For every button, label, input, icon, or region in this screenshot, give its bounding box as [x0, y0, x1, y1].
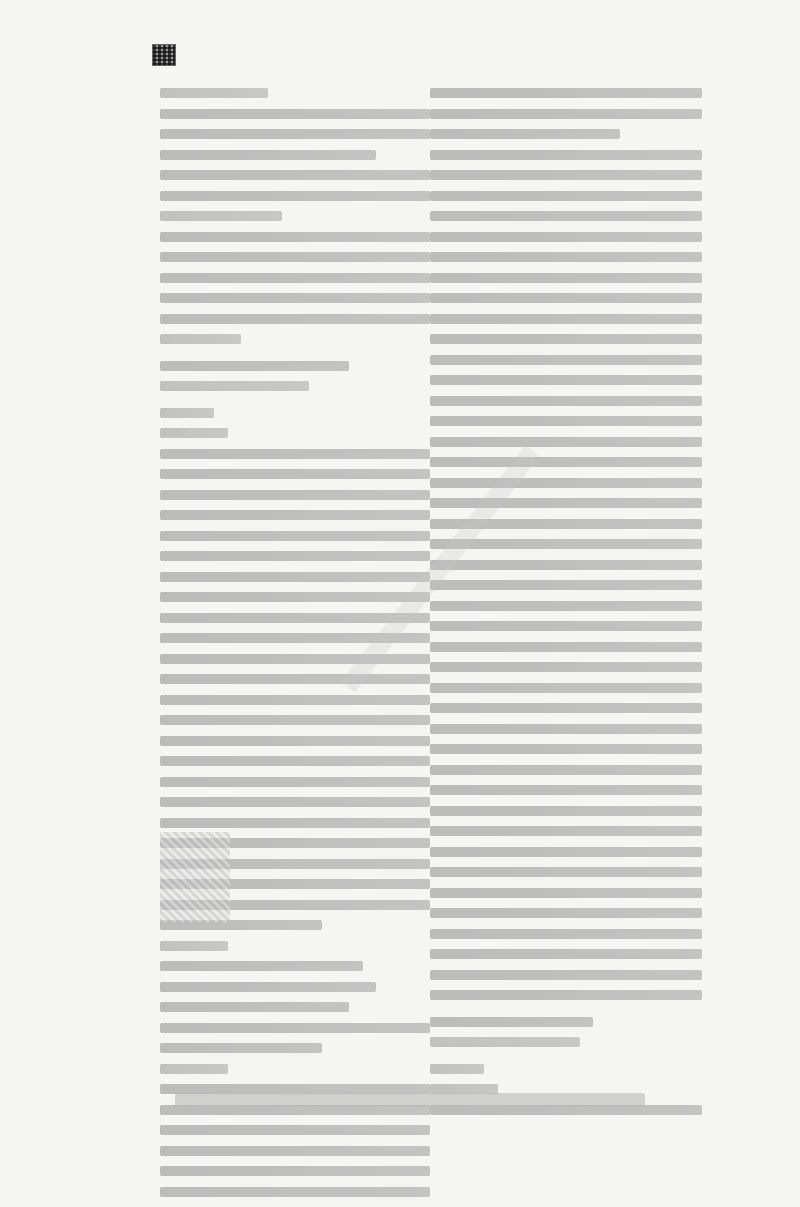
- text-line: [160, 211, 282, 221]
- text-line: [160, 1023, 430, 1033]
- page-footer: [175, 1093, 645, 1107]
- text-line: [160, 695, 430, 705]
- text-line: [430, 601, 702, 611]
- text-line: [160, 818, 430, 828]
- text-line: [430, 785, 702, 795]
- text-line: [160, 469, 430, 479]
- text-line: [430, 703, 702, 713]
- text-line: [160, 941, 228, 951]
- text-line: [160, 428, 228, 438]
- text-line: [430, 170, 702, 180]
- text-line: [160, 592, 430, 602]
- text-line: [160, 129, 430, 139]
- text-line: [160, 1043, 322, 1053]
- text-line: [430, 1037, 580, 1047]
- text-line: [160, 170, 430, 180]
- text-line: [160, 654, 430, 664]
- text-line: [160, 273, 430, 283]
- text-line: [430, 949, 702, 959]
- text-line: [160, 191, 430, 201]
- text-line: [160, 551, 430, 561]
- text-line: [430, 150, 702, 160]
- text-line: [430, 560, 702, 570]
- scan-artifact: [160, 832, 230, 922]
- text-line: [160, 510, 430, 520]
- text-line: [430, 888, 702, 898]
- header-logo-icon: [152, 44, 176, 66]
- text-line: [430, 990, 702, 1000]
- text-line: [160, 961, 363, 971]
- text-line: [160, 88, 268, 98]
- text-line: [160, 408, 214, 418]
- text-line: [430, 355, 702, 365]
- text-line: [430, 498, 702, 508]
- text-line: [160, 982, 376, 992]
- text-line: [430, 191, 702, 201]
- text-line: [430, 437, 702, 447]
- text-line: [430, 683, 702, 693]
- text-line: [430, 478, 702, 488]
- text-line: [160, 756, 430, 766]
- text-line: [430, 375, 702, 385]
- text-line: [160, 777, 430, 787]
- text-line: [160, 232, 430, 242]
- text-line: [430, 662, 702, 672]
- text-line: [160, 1146, 430, 1156]
- text-line: [430, 334, 702, 344]
- text-line: [430, 314, 702, 324]
- text-line: [160, 572, 430, 582]
- text-line: [430, 88, 702, 98]
- text-line: [160, 361, 349, 371]
- text-line: [430, 724, 702, 734]
- text-line: [160, 252, 430, 262]
- text-line: [160, 490, 430, 500]
- text-line: [160, 1166, 430, 1176]
- text-line: [160, 109, 430, 119]
- text-line: [430, 929, 702, 939]
- text-line: [430, 908, 702, 918]
- text-line: [430, 1064, 484, 1074]
- text-line: [160, 1187, 430, 1197]
- text-line: [160, 334, 241, 344]
- text-line: [430, 806, 702, 816]
- text-line: [430, 293, 702, 303]
- text-line: [160, 797, 430, 807]
- text-line: [430, 129, 620, 139]
- text-line: [430, 211, 702, 221]
- text-line: [160, 736, 430, 746]
- text-line: [430, 416, 702, 426]
- text-line: [430, 580, 702, 590]
- text-line: [430, 457, 702, 467]
- text-line: [160, 1002, 349, 1012]
- text-line: [430, 396, 702, 406]
- text-line: [430, 621, 702, 631]
- text-line: [430, 867, 702, 877]
- text-line: [160, 1064, 228, 1074]
- text-line: [160, 531, 430, 541]
- text-line: [430, 109, 702, 119]
- text-line: [430, 232, 702, 242]
- text-line: [160, 150, 376, 160]
- text-line: [160, 1125, 430, 1135]
- text-line: [430, 744, 702, 754]
- text-line: [430, 970, 702, 980]
- text-line: [430, 273, 702, 283]
- right-column: [430, 88, 702, 1125]
- text-line: [160, 715, 430, 725]
- text-line: [160, 449, 430, 459]
- text-line: [430, 1017, 593, 1027]
- text-line: [160, 674, 430, 684]
- text-line: [160, 293, 430, 303]
- text-line: [430, 826, 702, 836]
- text-line: [160, 381, 309, 391]
- text-line: [160, 314, 430, 324]
- text-line: [430, 642, 702, 652]
- text-line: [430, 765, 702, 775]
- text-line: [430, 252, 702, 262]
- page-header: [152, 42, 432, 68]
- text-line: [430, 847, 702, 857]
